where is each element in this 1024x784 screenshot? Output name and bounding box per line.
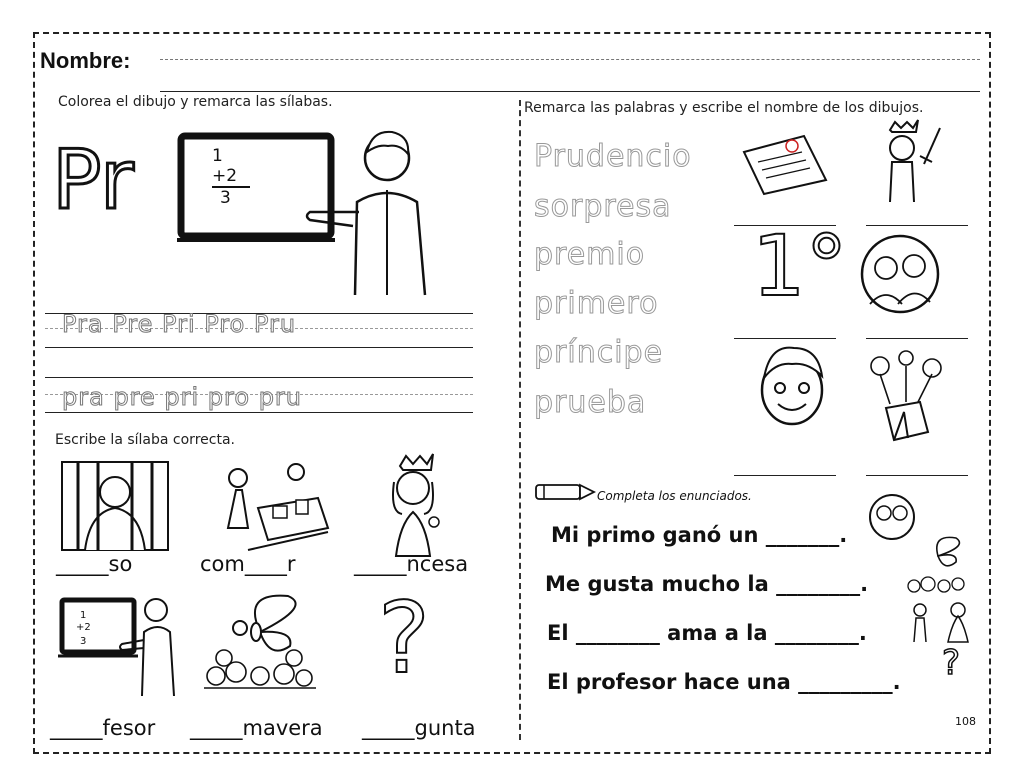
word-prisoner: _____so <box>56 552 133 576</box>
trace-syllables-lower: pra pre pri pro pru <box>62 383 303 411</box>
sentence-4: El profesor hace una _________. <box>547 670 901 694</box>
math-text <box>212 146 250 208</box>
math-line-3: 3 <box>212 186 250 208</box>
question-small-image: ? <box>942 643 961 683</box>
answer-line <box>734 338 836 339</box>
prince-princess-small-image <box>906 598 976 644</box>
instruction-trace-words: Remarca las palabras y escribe el nombre de los dibujos. <box>524 100 924 116</box>
word-princesa: _____ncesa <box>354 552 469 576</box>
svg-text:1: 1 <box>80 610 87 621</box>
big-pr-letters: Pr <box>52 133 134 228</box>
complete-label: Completa los enunciados. <box>597 489 752 503</box>
answer-line <box>734 475 836 476</box>
prince-image <box>862 120 952 210</box>
name-underline <box>160 91 980 92</box>
question-mark-image: ? <box>378 582 431 696</box>
cousins-image <box>858 232 942 316</box>
sentence-3: El ________ ama a la ________. <box>547 621 867 645</box>
answer-line <box>866 475 968 476</box>
sentence-1: Mi primo ganó un _______. <box>551 523 848 547</box>
math-line-2: +2 <box>212 166 238 186</box>
spring-flowers-image <box>204 592 316 692</box>
teacher-image <box>58 596 186 696</box>
writing-line <box>45 347 473 348</box>
word-comprar: com____r <box>200 552 296 576</box>
name-label: Nombre: <box>40 48 131 73</box>
pencil-icon <box>534 482 596 502</box>
math-line-1: 1 <box>212 146 223 166</box>
word-profesor: _____fesor <box>50 716 156 740</box>
trace-word-prueba: prueba <box>534 385 647 420</box>
sentence-2: Me gusta mucho la ________. <box>545 572 869 596</box>
surprise-box-image <box>860 346 950 442</box>
prisoner-image <box>60 460 170 552</box>
page-number: 108 <box>955 715 976 728</box>
word-pregunta: _____gunta <box>362 716 476 740</box>
boy-face-image <box>756 344 828 428</box>
first-place-image: 1° <box>752 217 848 315</box>
trace-word-principe: príncipe <box>534 335 664 370</box>
svg-text:3: 3 <box>80 636 87 647</box>
instruction-color: Colorea el dibujo y remarca las sílabas. <box>58 94 333 110</box>
test-paper-image <box>738 132 830 192</box>
cousins-small-image <box>864 493 920 541</box>
writing-line <box>45 377 473 378</box>
spring-small-image <box>904 536 966 598</box>
trace-word-premio: premio <box>534 237 646 272</box>
trace-syllables-upper: Pra Pre Pri Pro Pru <box>62 310 297 338</box>
word-primavera: _____mavera <box>190 716 323 740</box>
answer-line <box>866 338 968 339</box>
instruction-syllable: Escribe la sílaba correcta. <box>55 432 235 448</box>
column-divider <box>519 100 521 740</box>
princess-image <box>368 452 458 558</box>
shopping-image <box>218 458 330 554</box>
writing-line <box>45 412 473 413</box>
trace-word-primero: primero <box>534 286 659 321</box>
trace-word-prudencio: Prudencio <box>534 139 692 174</box>
svg-text:+2: +2 <box>76 622 91 633</box>
trace-word-sorpresa: sorpresa <box>534 189 672 224</box>
name-dashed-line <box>160 59 980 60</box>
answer-line <box>866 225 968 226</box>
